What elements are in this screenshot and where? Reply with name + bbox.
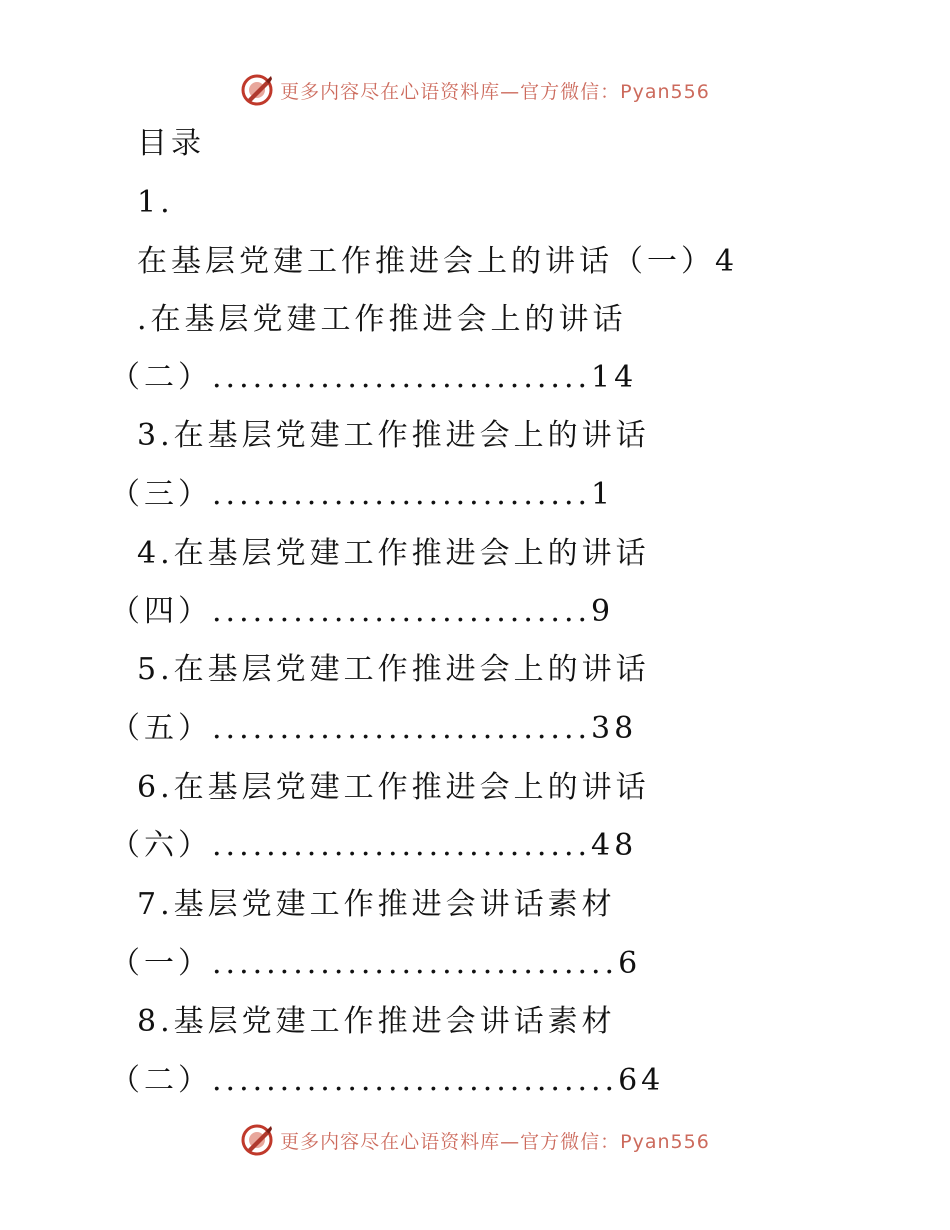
toc-line: 5.在基层党建工作推进会上的讲话 [137,652,650,687]
toc-line: （三）............................1 [110,477,615,512]
toc-title: 目录 [137,126,205,161]
footer-watermark [0,1120,950,1160]
toc-line: （五）............................38 [110,711,638,746]
pen-logo-icon [240,1123,274,1157]
pen-logo-icon [240,73,274,107]
watermark-text: 更多内容尽在心语资料库—官方微信：Pyan556 [280,1130,710,1153]
toc-line: （一）..............................6 [110,946,642,981]
toc-line: 1. [137,185,174,220]
toc-line: （二）..............................64 [110,1063,665,1098]
toc-line: 3.在基层党建工作推进会上的讲话 [137,418,650,453]
toc-line: 4.在基层党建工作推进会上的讲话 [137,536,650,571]
header-watermark [0,70,950,110]
toc-line: （四）............................9 [110,594,615,629]
toc-line: 在基层党建工作推进会上的讲话（一）4 [137,244,739,279]
toc-line: （二）............................14 [110,360,638,395]
toc-line: （六）............................48 [110,828,638,863]
toc-line: 8.基层党建工作推进会讲话素材 [137,1004,616,1039]
toc-line: 6.在基层党建工作推进会上的讲话 [137,770,650,805]
toc-line: 7.基层党建工作推进会讲话素材 [137,887,616,922]
watermark-text: 更多内容尽在心语资料库—官方微信：Pyan556 [280,80,710,103]
toc-line: .在基层党建工作推进会上的讲话 [137,302,627,337]
